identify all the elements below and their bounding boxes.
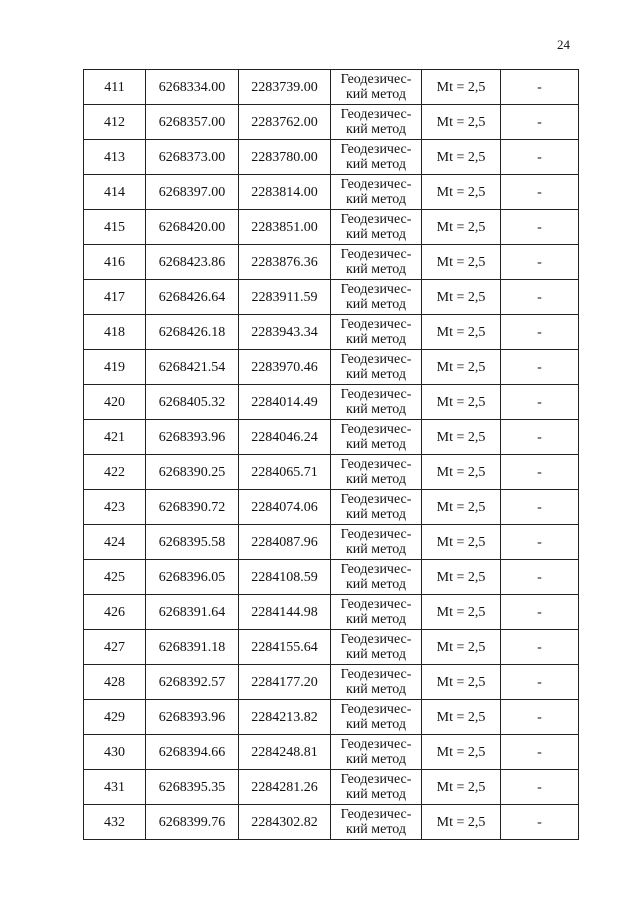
point-number-cell: 413: [84, 140, 146, 175]
method-cell: [331, 595, 422, 630]
x-coordinate-cell: 6268396.05: [146, 560, 239, 595]
method-text-line-1: Геодезичес-: [340, 177, 412, 192]
table-row: [84, 385, 579, 420]
y-coordinate-cell: 2284248.81: [239, 735, 331, 770]
x-coordinate-cell: 6268334.00: [146, 70, 239, 105]
method-text-line-2: кий метод: [345, 752, 406, 767]
note-cell: -: [501, 560, 579, 595]
y-coordinate-cell: 2284177.20: [239, 665, 331, 700]
method-text-line-1: Геодезичес-: [340, 702, 412, 717]
accuracy-cell: Mt = 2,5: [422, 280, 501, 315]
note-cell: -: [501, 665, 579, 700]
table-row: [84, 770, 579, 805]
point-number-cell: 426: [84, 595, 146, 630]
table-row: [84, 280, 579, 315]
point-number-cell: 418: [84, 315, 146, 350]
x-coordinate-cell: 6268391.18: [146, 630, 239, 665]
note-cell: -: [501, 490, 579, 525]
x-coordinate-cell: 6268373.00: [146, 140, 239, 175]
y-coordinate-cell: 2283762.00: [239, 105, 331, 140]
method-text-line-1: Геодезичес-: [340, 807, 412, 822]
note-cell: -: [501, 735, 579, 770]
table-row: [84, 350, 579, 385]
accuracy-cell: Mt = 2,5: [422, 315, 501, 350]
accuracy-cell: Mt = 2,5: [422, 245, 501, 280]
method-text-line-1: Геодезичес-: [340, 247, 412, 262]
table-row: [84, 315, 579, 350]
method-text-line-2: кий метод: [345, 227, 406, 242]
method-text-line-1: Геодезичес-: [340, 352, 412, 367]
table-row: [84, 525, 579, 560]
method-cell: [331, 385, 422, 420]
point-number-cell: 415: [84, 210, 146, 245]
method-cell: [331, 420, 422, 455]
x-coordinate-cell: 6268399.76: [146, 805, 239, 840]
note-cell: -: [501, 105, 579, 140]
table-row: [84, 490, 579, 525]
x-coordinate-cell: 6268393.96: [146, 700, 239, 735]
accuracy-cell: Mt = 2,5: [422, 105, 501, 140]
accuracy-cell: Mt = 2,5: [422, 665, 501, 700]
table-row: [84, 595, 579, 630]
point-number-cell: 420: [84, 385, 146, 420]
point-number-cell: 424: [84, 525, 146, 560]
y-coordinate-cell: 2283814.00: [239, 175, 331, 210]
method-cell: [331, 455, 422, 490]
y-coordinate-cell: 2284108.59: [239, 560, 331, 595]
y-coordinate-cell: 2284281.26: [239, 770, 331, 805]
page-number: 24: [557, 37, 570, 52]
point-number-cell: 412: [84, 105, 146, 140]
y-coordinate-cell: 2283876.36: [239, 245, 331, 280]
accuracy-cell: Mt = 2,5: [422, 420, 501, 455]
x-coordinate-cell: 6268393.96: [146, 420, 239, 455]
method-text-line-2: кий метод: [345, 157, 406, 172]
x-coordinate-cell: 6268392.57: [146, 665, 239, 700]
accuracy-cell: Mt = 2,5: [422, 700, 501, 735]
method-text-line-1: Геодезичес-: [340, 737, 412, 752]
y-coordinate-cell: 2283970.46: [239, 350, 331, 385]
method-text-line-2: кий метод: [345, 787, 406, 802]
table-row: [84, 665, 579, 700]
table-row: [84, 455, 579, 490]
method-text-line-2: кий метод: [345, 612, 406, 627]
y-coordinate-cell: 2284087.96: [239, 525, 331, 560]
method-cell: [331, 105, 422, 140]
method-cell: [331, 770, 422, 805]
method-text-line-1: Геодезичес-: [340, 422, 412, 437]
x-coordinate-cell: 6268421.54: [146, 350, 239, 385]
x-coordinate-cell: 6268395.35: [146, 770, 239, 805]
method-text-line-1: Геодезичес-: [340, 387, 412, 402]
method-text-line-1: Геодезичес-: [340, 667, 412, 682]
method-cell: [331, 175, 422, 210]
method-text-line-1: Геодезичес-: [340, 72, 412, 87]
point-number-cell: 419: [84, 350, 146, 385]
note-cell: -: [501, 315, 579, 350]
method-text-line-2: кий метод: [345, 542, 406, 557]
method-cell: [331, 350, 422, 385]
x-coordinate-cell: 6268394.66: [146, 735, 239, 770]
table-row: [84, 210, 579, 245]
note-cell: -: [501, 455, 579, 490]
coordinates-table-body: [84, 70, 579, 840]
method-text-line-2: кий метод: [345, 717, 406, 732]
method-text-line-1: Геодезичес-: [340, 562, 412, 577]
note-cell: -: [501, 210, 579, 245]
note-cell: -: [501, 700, 579, 735]
coordinates-table: [83, 69, 579, 840]
accuracy-cell: Mt = 2,5: [422, 70, 501, 105]
y-coordinate-cell: 2283943.34: [239, 315, 331, 350]
method-cell: [331, 665, 422, 700]
note-cell: -: [501, 140, 579, 175]
method-text-line-2: кий метод: [345, 472, 406, 487]
method-text-line-2: кий метод: [345, 122, 406, 137]
x-coordinate-cell: 6268426.64: [146, 280, 239, 315]
table-row: [84, 700, 579, 735]
method-text-line-1: Геодезичес-: [340, 457, 412, 472]
method-text-line-2: кий метод: [345, 507, 406, 522]
method-cell: [331, 630, 422, 665]
accuracy-cell: Mt = 2,5: [422, 560, 501, 595]
method-cell: [331, 805, 422, 840]
method-text-line-1: Геодезичес-: [340, 142, 412, 157]
y-coordinate-cell: 2284213.82: [239, 700, 331, 735]
note-cell: -: [501, 280, 579, 315]
method-text-line-1: Геодезичес-: [340, 597, 412, 612]
method-text-line-1: Геодезичес-: [340, 772, 412, 787]
y-coordinate-cell: 2283739.00: [239, 70, 331, 105]
accuracy-cell: Mt = 2,5: [422, 210, 501, 245]
accuracy-cell: Mt = 2,5: [422, 770, 501, 805]
method-text-line-1: Геодезичес-: [340, 527, 412, 542]
accuracy-cell: Mt = 2,5: [422, 490, 501, 525]
y-coordinate-cell: 2284046.24: [239, 420, 331, 455]
x-coordinate-cell: 6268397.00: [146, 175, 239, 210]
x-coordinate-cell: 6268390.25: [146, 455, 239, 490]
table-row: [84, 140, 579, 175]
note-cell: -: [501, 385, 579, 420]
method-text-line-2: кий метод: [345, 682, 406, 697]
accuracy-cell: Mt = 2,5: [422, 455, 501, 490]
accuracy-cell: Mt = 2,5: [422, 140, 501, 175]
method-text-line-2: кий метод: [345, 367, 406, 382]
y-coordinate-cell: 2283851.00: [239, 210, 331, 245]
point-number-cell: 417: [84, 280, 146, 315]
point-number-cell: 411: [84, 70, 146, 105]
table-row: [84, 420, 579, 455]
note-cell: -: [501, 630, 579, 665]
method-cell: [331, 560, 422, 595]
method-text-line-2: кий метод: [345, 822, 406, 837]
y-coordinate-cell: 2284155.64: [239, 630, 331, 665]
x-coordinate-cell: 6268390.72: [146, 490, 239, 525]
accuracy-cell: Mt = 2,5: [422, 805, 501, 840]
accuracy-cell: Mt = 2,5: [422, 595, 501, 630]
point-number-cell: 427: [84, 630, 146, 665]
method-cell: [331, 525, 422, 560]
method-cell: [331, 490, 422, 525]
note-cell: -: [501, 420, 579, 455]
accuracy-cell: Mt = 2,5: [422, 350, 501, 385]
point-number-cell: 423: [84, 490, 146, 525]
method-text-line-2: кий метод: [345, 577, 406, 592]
table-row: [84, 175, 579, 210]
point-number-cell: 414: [84, 175, 146, 210]
x-coordinate-cell: 6268426.18: [146, 315, 239, 350]
point-number-cell: 422: [84, 455, 146, 490]
point-number-cell: 421: [84, 420, 146, 455]
x-coordinate-cell: 6268395.58: [146, 525, 239, 560]
y-coordinate-cell: 2283780.00: [239, 140, 331, 175]
table-row: [84, 630, 579, 665]
accuracy-cell: Mt = 2,5: [422, 630, 501, 665]
note-cell: -: [501, 245, 579, 280]
point-number-cell: 429: [84, 700, 146, 735]
note-cell: -: [501, 70, 579, 105]
accuracy-cell: Mt = 2,5: [422, 735, 501, 770]
method-text-line-1: Геодезичес-: [340, 282, 412, 297]
x-coordinate-cell: 6268357.00: [146, 105, 239, 140]
method-cell: [331, 210, 422, 245]
method-text-line-1: Геодезичес-: [340, 317, 412, 332]
x-coordinate-cell: 6268405.32: [146, 385, 239, 420]
y-coordinate-cell: 2284065.71: [239, 455, 331, 490]
method-text-line-1: Геодезичес-: [340, 632, 412, 647]
point-number-cell: 428: [84, 665, 146, 700]
method-text-line-1: Геодезичес-: [340, 492, 412, 507]
table-row: [84, 245, 579, 280]
y-coordinate-cell: 2284074.06: [239, 490, 331, 525]
point-number-cell: 431: [84, 770, 146, 805]
method-cell: [331, 140, 422, 175]
x-coordinate-cell: 6268423.86: [146, 245, 239, 280]
method-text-line-2: кий метод: [345, 437, 406, 452]
table-row: [84, 560, 579, 595]
method-text-line-2: кий метод: [345, 647, 406, 662]
accuracy-cell: Mt = 2,5: [422, 385, 501, 420]
x-coordinate-cell: 6268420.00: [146, 210, 239, 245]
note-cell: -: [501, 595, 579, 630]
note-cell: -: [501, 175, 579, 210]
method-text-line-2: кий метод: [345, 192, 406, 207]
note-cell: -: [501, 525, 579, 560]
accuracy-cell: Mt = 2,5: [422, 525, 501, 560]
method-text-line-2: кий метод: [345, 87, 406, 102]
method-text-line-2: кий метод: [345, 262, 406, 277]
method-cell: [331, 700, 422, 735]
method-cell: [331, 735, 422, 770]
point-number-cell: 416: [84, 245, 146, 280]
method-cell: [331, 315, 422, 350]
note-cell: -: [501, 805, 579, 840]
table-row: [84, 805, 579, 840]
table-row: [84, 105, 579, 140]
method-cell: [331, 70, 422, 105]
point-number-cell: 430: [84, 735, 146, 770]
accuracy-cell: Mt = 2,5: [422, 175, 501, 210]
method-text-line-1: Геодезичес-: [340, 212, 412, 227]
y-coordinate-cell: 2283911.59: [239, 280, 331, 315]
x-coordinate-cell: 6268391.64: [146, 595, 239, 630]
method-text-line-2: кий метод: [345, 297, 406, 312]
method-text-line-2: кий метод: [345, 332, 406, 347]
y-coordinate-cell: 2284014.49: [239, 385, 331, 420]
point-number-cell: 432: [84, 805, 146, 840]
method-text-line-2: кий метод: [345, 402, 406, 417]
y-coordinate-cell: 2284302.82: [239, 805, 331, 840]
point-number-cell: 425: [84, 560, 146, 595]
method-cell: [331, 280, 422, 315]
y-coordinate-cell: 2284144.98: [239, 595, 331, 630]
method-text-line-1: Геодезичес-: [340, 107, 412, 122]
table-row: [84, 70, 579, 105]
note-cell: -: [501, 350, 579, 385]
method-cell: [331, 245, 422, 280]
note-cell: -: [501, 770, 579, 805]
table-row: [84, 735, 579, 770]
